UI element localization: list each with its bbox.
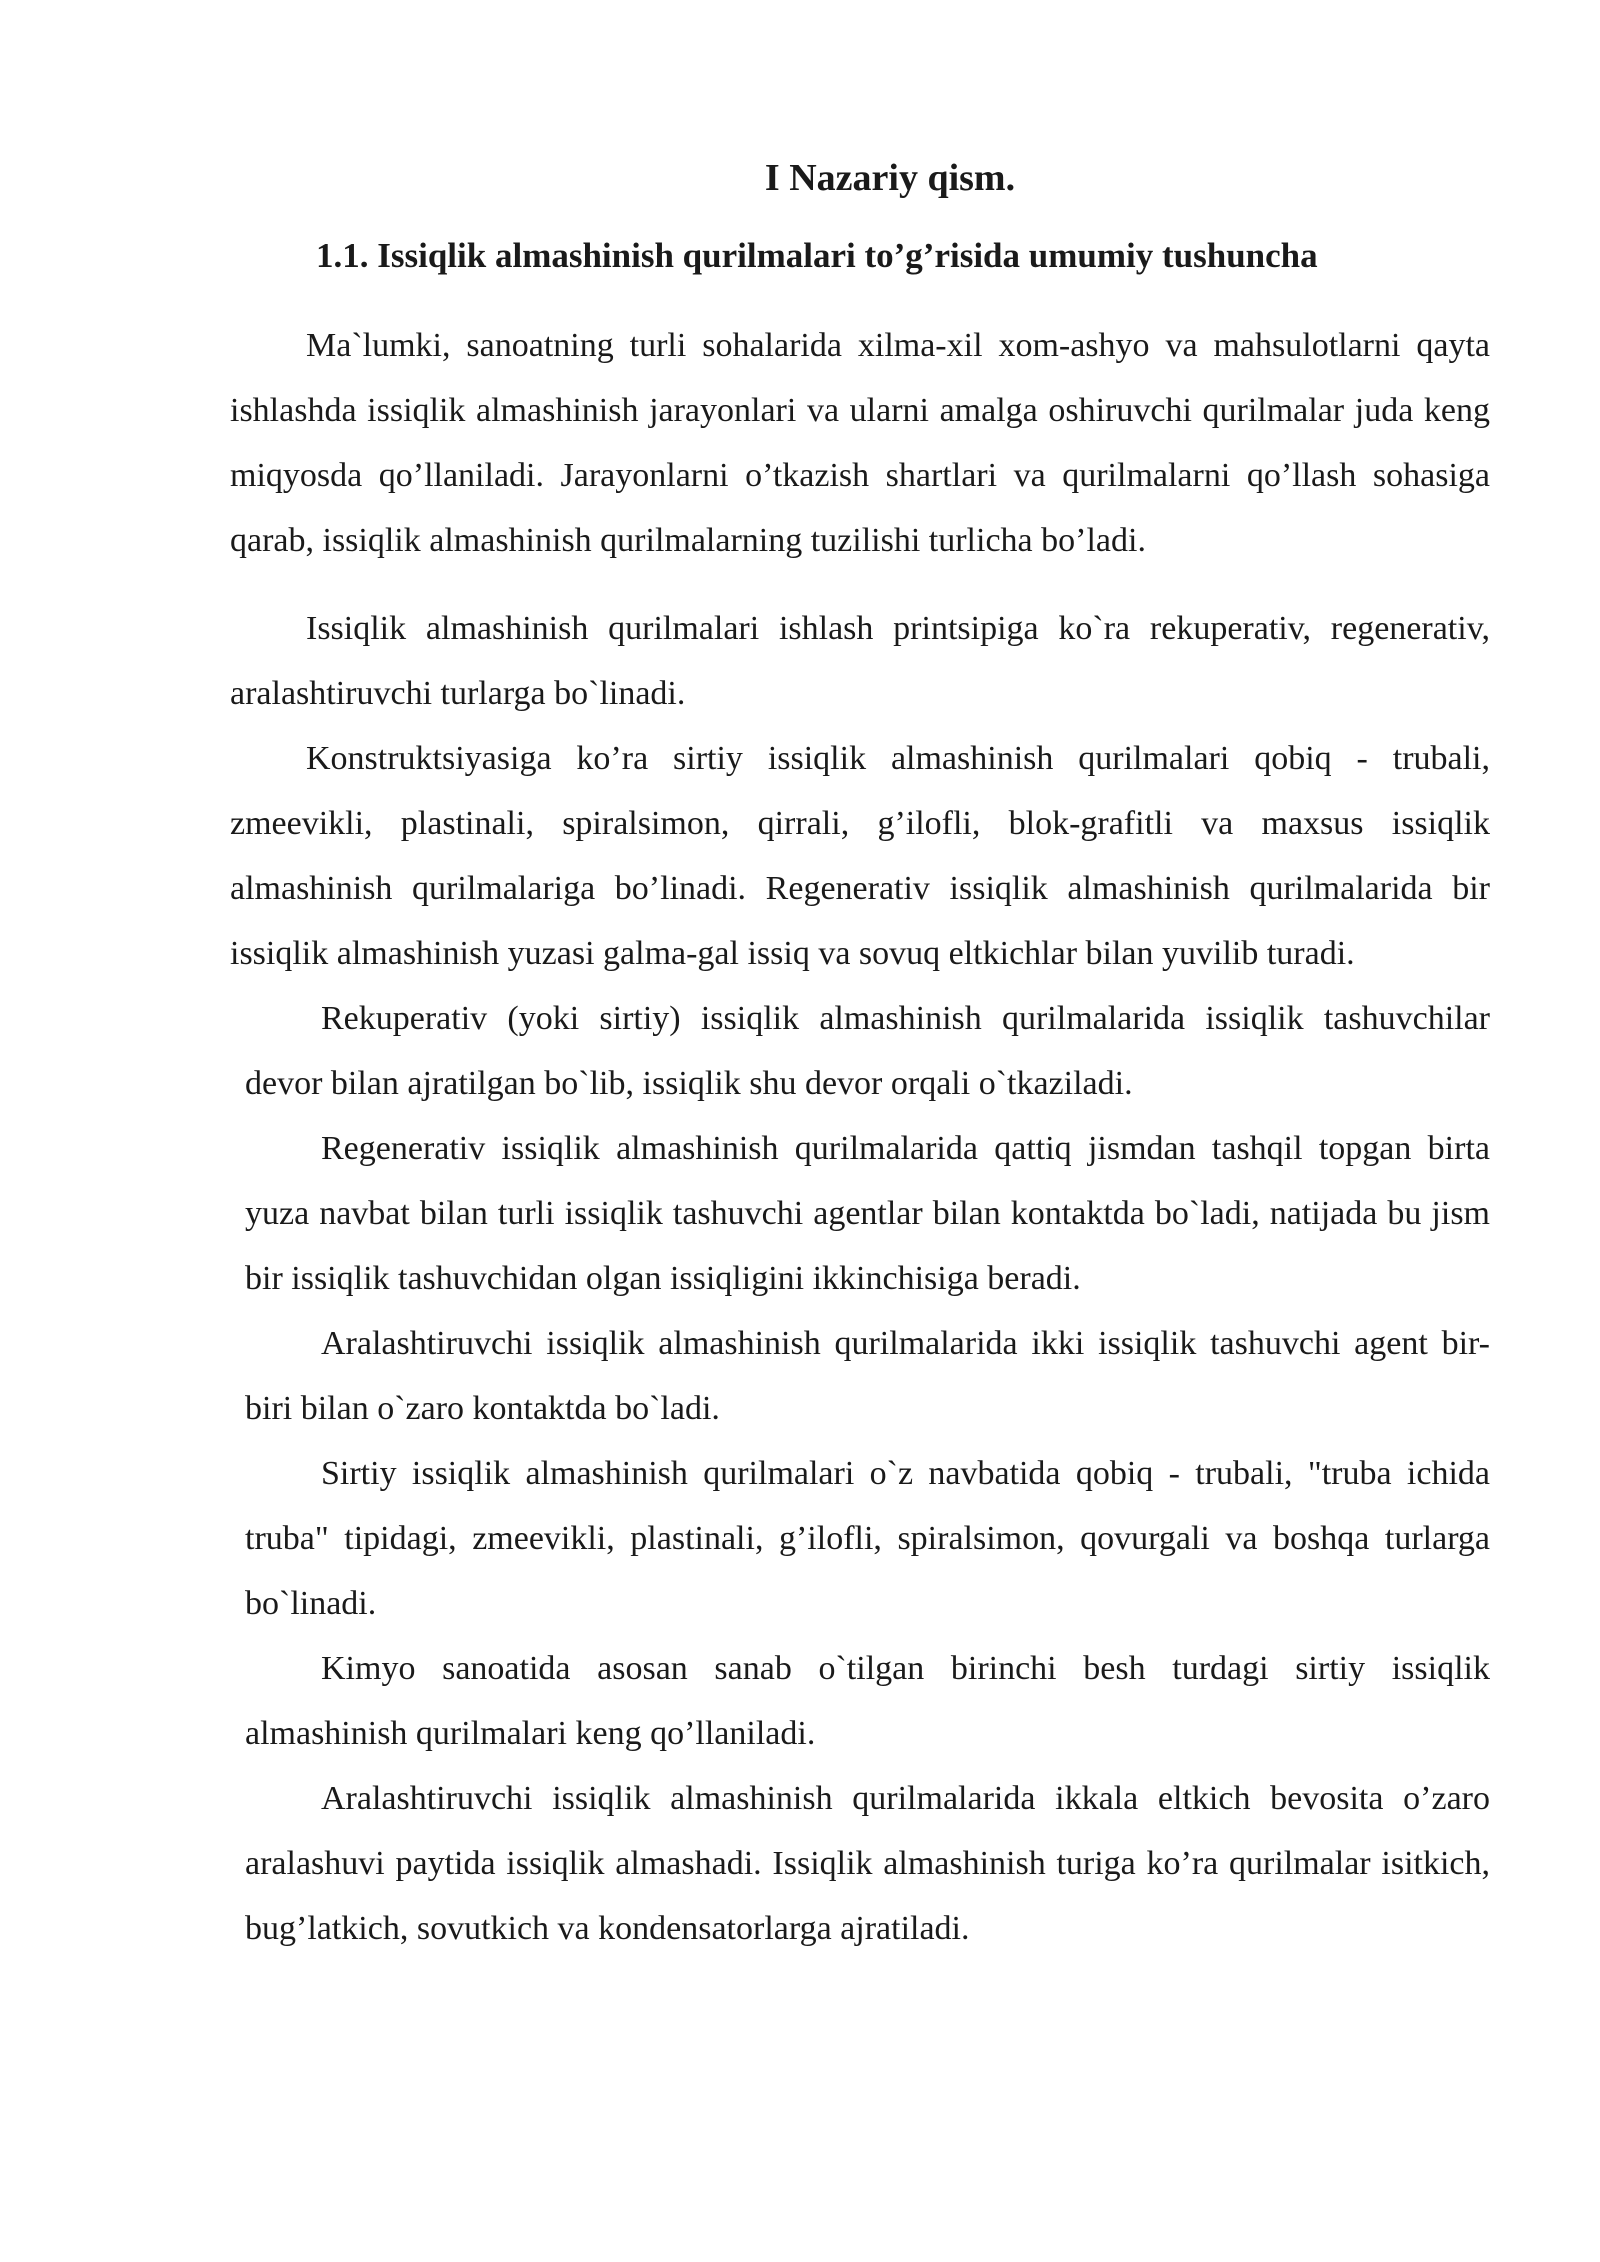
paragraph-surface-types: Sirtiy issiqlik almashinish qurilmalari o`z navbatida qobiq - trubali, "truba ichida truba" tipidagi, zmeevikli, plastinali, g’ilofli, spiralsimon, qovurgali va boshqa turlarga bo`linadi. [245, 1455, 1490, 1622]
paragraph-recuperative: Rekuperativ (yoki sirtiy) issiqlik almashinish qurilmalarida issiqlik tashuvchilar devor bilan ajratilgan bo`lib, issiqlik shu devor orqali o`tkaziladi. [245, 1000, 1490, 1102]
paragraph-operating-principle: Issiqlik almashinish qurilmalari ishlash printsipiga ko`ra rekuperativ, regenerativ, aralashtiruvchi turlarga bo`linadi. [230, 610, 1490, 712]
paragraph-chemical-industry: Kimyo sanoatida asosan sanab o`tilgan birinchi besh turdagi sirtiy issiqlik almashinish qurilmalari keng qo’llaniladi. [245, 1650, 1490, 1752]
section-title: 1.1. Issiqlik almashinish qurilmalari to’g’risida umumiy tushuncha [316, 236, 1318, 275]
paragraph-construction-types: Konstruktsiyasiga ko’ra sirtiy issiqlik almashinish qurilmalari qobiq - trubali, zmeevikli, plastinali, spiralsimon, qirrali, g’ilofli, blok-grafitli va maxsus issiqlik almashinish qurilmalariga bo’linadi. Regenerativ issiqlik almashinish qurilmalarida bir issiqlik almashinish yuzasi galma-gal issiq va sovuq eltkichlar bilan yuvilib turadi. [230, 740, 1490, 972]
chapter-title: I Nazariy qism. [764, 157, 1016, 199]
paragraph-mixing-exchange: Aralashtiruvchi issiqlik almashinish qurilmalarida ikkala eltkich bevosita o’zaro aralashuvi paytida issiqlik almashadi. Issiqlik almashinish turiga ko’ra qurilmalar isitkich, bug’latkich, sovutkich va kondensatorlarga ajratiladi. [245, 1780, 1490, 1947]
paragraph-intro: Ma`lumki, sanoatning turli sohalarida xilma-xil xom-ashyo va mahsulotlarni qayta ishlashda issiqlik almashinish jarayonlari va ularni amalga oshiruvchi qurilmalar juda keng miqyosda qo’llaniladi. Jarayonlarni o’tkazish shartlari va qurilmalarni qo’llash sohasiga qarab, issiqlik almashinish qurilmalarning tuzilishi turlicha bo’ladi. [230, 327, 1490, 559]
paragraph-mixing: Aralashtiruvchi issiqlik almashinish qurilmalarida ikki issiqlik tashuvchi agent bir-biri bilan o`zaro kontaktda bo`ladi. [245, 1325, 1490, 1427]
paragraph-regenerative: Regenerativ issiqlik almashinish qurilmalarida qattiq jismdan tashqil topgan birta yuza navbat bilan turli issiqlik tashuvchi agentlar bilan kontaktda bo`ladi, natijada bu jism bir issiqlik tashuvchidan olgan issiqligini ikkinchisiga beradi. [245, 1130, 1490, 1297]
body-text [230, 313, 1490, 1961]
